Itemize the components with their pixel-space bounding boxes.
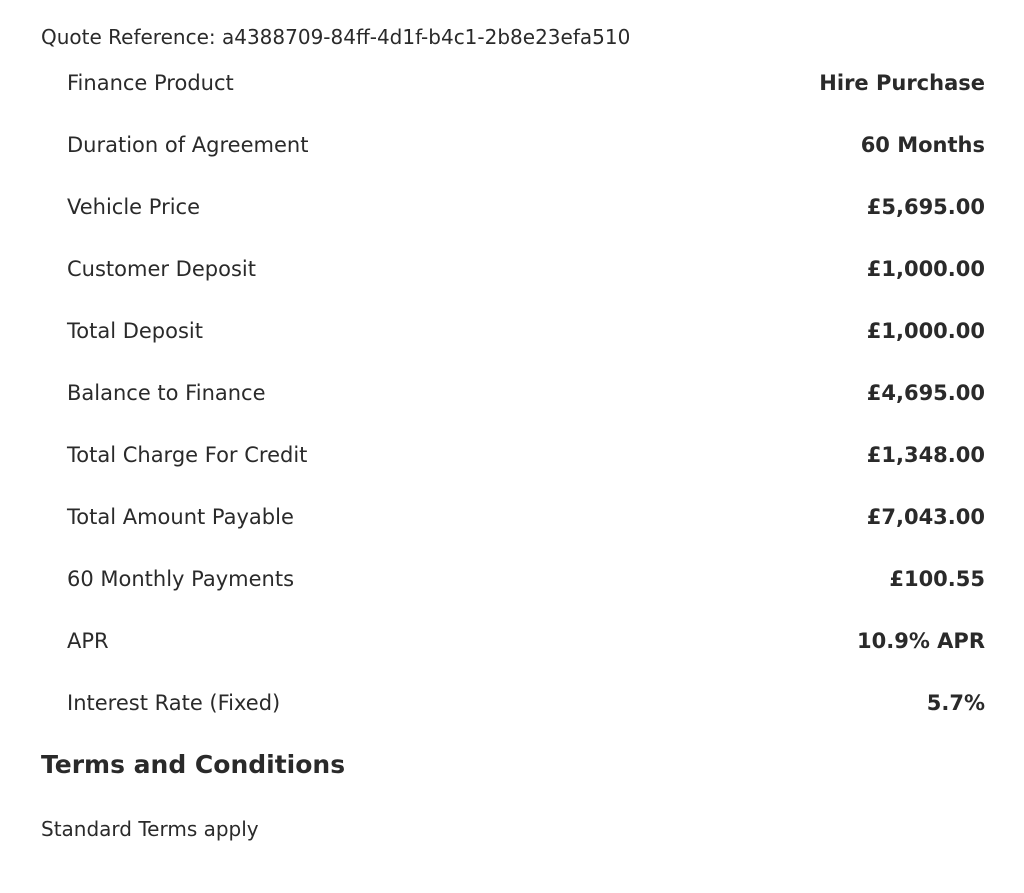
summary-value: £1,348.00 xyxy=(866,443,985,467)
summary-value: £5,695.00 xyxy=(866,195,985,219)
summary-value: Hire Purchase xyxy=(819,71,985,95)
summary-value: 5.7% xyxy=(926,691,985,715)
summary-label: 60 Monthly Payments xyxy=(67,567,295,591)
terms-heading: Terms and Conditions xyxy=(41,750,346,779)
summary-label: Vehicle Price xyxy=(67,195,201,219)
summary-row-balance-to-finance xyxy=(41,362,1001,424)
summary-row-apr xyxy=(41,610,1001,672)
summary-label: Balance to Finance xyxy=(67,381,266,405)
summary-row-finance-product xyxy=(41,52,1001,114)
summary-row-total-charge-for-credit xyxy=(41,424,1001,486)
summary-row-customer-deposit xyxy=(41,238,1001,300)
summary-value: 10.9% APR xyxy=(857,629,985,653)
summary-row-total-amount-payable xyxy=(41,486,1001,548)
summary-row-monthly-payments xyxy=(41,548,1001,610)
quote-reference-value: a4388709-84ff-4d1f-b4c1-2b8e23efa510 xyxy=(221,25,631,49)
summary-label: Total Amount Payable xyxy=(67,505,294,529)
summary-label: Interest Rate (Fixed) xyxy=(67,691,281,715)
summary-label: Customer Deposit xyxy=(67,257,256,281)
summary-label: APR xyxy=(67,629,109,653)
summary-label: Total Deposit xyxy=(67,319,203,343)
summary-value: £1,000.00 xyxy=(866,257,985,281)
summary-label: Finance Product xyxy=(67,71,234,95)
quote-reference-label: Quote Reference: xyxy=(41,25,216,49)
terms-text: Standard Terms apply xyxy=(41,817,259,841)
summary-value: £7,043.00 xyxy=(866,505,985,529)
summary-row-total-deposit xyxy=(41,300,1001,362)
summary-label: Total Charge For Credit xyxy=(67,443,308,467)
finance-summary-table xyxy=(41,52,1001,734)
summary-row-vehicle-price xyxy=(41,176,1001,238)
summary-row-duration xyxy=(41,114,1001,176)
summary-value: £100.55 xyxy=(889,567,985,591)
summary-value: £4,695.00 xyxy=(866,381,985,405)
summary-value: 60 Months xyxy=(860,133,985,157)
summary-value: £1,000.00 xyxy=(866,319,985,343)
summary-row-interest-rate xyxy=(41,672,1001,734)
quote-reference xyxy=(41,24,630,50)
summary-label: Duration of Agreement xyxy=(67,133,309,157)
